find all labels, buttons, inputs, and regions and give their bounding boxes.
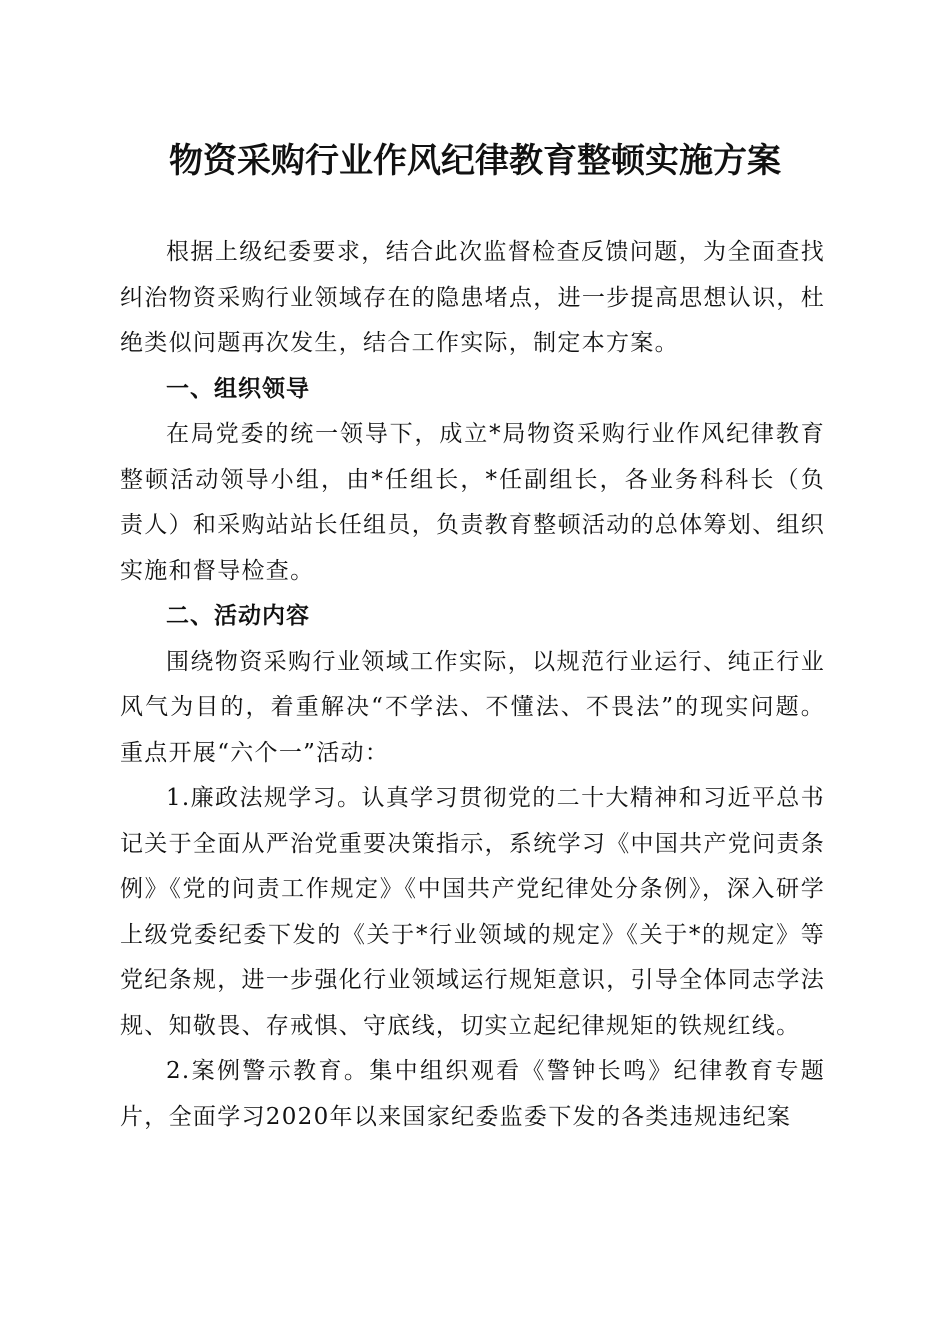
activities-paragraph: 围绕物资采购行业领域工作实际，以规范行业运行、纯正行业风气为目的，着重解决“不学法、不懂法、不畏法”的现实问题。重点开展“六个一”活动： [120, 648, 825, 766]
document-title: 物资采购行业作风纪律教育整顿实施方案 [169, 141, 781, 181]
document-body [120, 230, 825, 1140]
organization-paragraph: 在局党委的统一领导下，成立*局物资采购行业作风纪律教育整顿活动领导小组，由*任组长，*任副组长，各业务科科长（负责人）和采购站站长任组员，负责教育整顿活动的总体筹划、组织实施和督导检查。 [120, 421, 825, 584]
list-item-warning-education: 2.案例警示教育。集中组织观看《警钟长鸣》纪律教育专题片，全面学习2020年以来国家纪委监委下发的各类违规违纪案 [120, 1058, 825, 1130]
intro-paragraph: 根据上级纪委要求，结合此次监督检查反馈问题，为全面查找纠治物资采购行业领域存在的隐患堵点，进一步提高思想认识，杜绝类似问题再次发生，结合工作实际，制定本方案。 [120, 239, 825, 356]
list-item-study: 1.廉政法规学习。认真学习贯彻党的二十大精神和习近平总书记关于全面从严治党重要决策指示，系统学习《中国共产党问责条例》《党的问责工作规定》《中国共产党纪律处分条例》，深入研学上级党委纪委下发的《关于*行业领域的规定》《关于*的规定》等党纪条规，进一步强化行业领域运行规矩意识，引导全体同志学法规、知敬畏、存戒惧、守底线，切实立起纪律规矩的铁规红线。 [120, 785, 825, 1039]
section-heading-organization: 一、组织领导 [166, 375, 310, 402]
section-heading-activities: 二、活动内容 [166, 603, 310, 629]
